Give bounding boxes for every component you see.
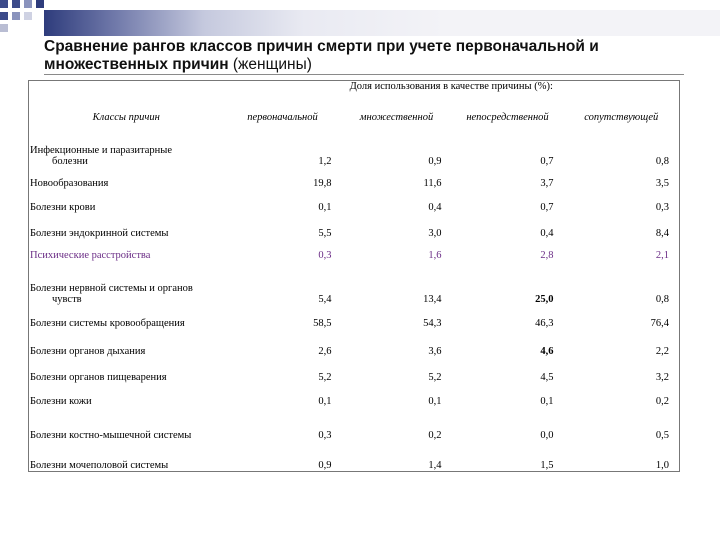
table-cell: 0,7 [540, 202, 554, 213]
table-cell: 3,6 [428, 346, 442, 357]
table-cell: 0,1 [318, 202, 332, 213]
slide-title [44, 38, 684, 74]
row-label: Болезни системы кровообращения [30, 318, 185, 329]
table-cell: 3,0 [428, 228, 442, 239]
table-cell: 5,4 [318, 294, 332, 305]
table-cell: 0,2 [655, 396, 670, 407]
table-cell: 2,2 [655, 346, 670, 357]
decor-square [0, 0, 8, 8]
table-cell: 8,4 [655, 228, 670, 239]
data-table [28, 80, 680, 472]
table-row [29, 357, 680, 383]
table-row [29, 305, 680, 329]
table-row [29, 239, 680, 261]
table-cell: 0,9 [318, 459, 332, 471]
table-cell: 3,2 [655, 372, 670, 383]
column-header: непосредственной [466, 111, 549, 123]
decor-square [0, 12, 8, 20]
table-cell: 5,5 [318, 228, 332, 239]
table-cell: 1,5 [540, 459, 554, 471]
title-underline [44, 74, 684, 75]
header-decoration [0, 0, 720, 36]
decor-square [0, 24, 8, 32]
table-cell: 2,6 [318, 346, 332, 357]
row-header: Классы причин [92, 111, 160, 123]
table-cell: 0,4 [540, 228, 554, 239]
column-header: первоначальной [247, 111, 318, 123]
title-suffix: (женщины) [228, 56, 312, 73]
table-cell: 1,0 [655, 459, 670, 471]
table-cell: 0,1 [318, 396, 332, 407]
decor-square [24, 12, 32, 20]
row-label: Болезни кожи [30, 396, 92, 407]
table-header-row [29, 103, 680, 131]
row-label: Болезни органов дыхания [30, 346, 146, 357]
table-cell: 0,3 [318, 430, 332, 441]
decor-square [12, 0, 20, 8]
table-cell: 54,3 [423, 318, 442, 329]
decor-square [24, 0, 32, 8]
table-cell: 0,5 [655, 430, 670, 441]
table-cell: 0,8 [655, 294, 670, 305]
table-row [29, 213, 680, 239]
table-cell: 3,7 [540, 178, 554, 189]
table-cell: 25,0 [535, 294, 554, 305]
row-label: Психические расстройства [30, 250, 151, 261]
table-row [29, 189, 680, 213]
row-label: Болезни мочеполовой системы [30, 459, 169, 471]
table-row [29, 383, 680, 407]
row-label-line: Болезни нервной системы и органов [30, 283, 193, 294]
table-cell: 2,1 [655, 250, 670, 261]
table-cell: 0,8 [655, 156, 670, 167]
row-label: Болезни органов пищеварения [30, 372, 167, 383]
group-header: Доля использования в качестве причины (%): [349, 81, 553, 92]
table-cell: 0,1 [428, 396, 442, 407]
table-row [29, 329, 680, 357]
table-row [29, 131, 680, 167]
table-cell: 1,2 [318, 156, 332, 167]
row-label-line: Инфекционные и паразитарные [30, 145, 172, 156]
row-label: Болезни костно-мышечной системы [30, 430, 192, 441]
table-row [29, 167, 680, 189]
decor-square [36, 0, 44, 8]
table-cell: 13,4 [423, 294, 442, 305]
row-label: Болезни крови [30, 202, 96, 213]
table-cell: 46,3 [535, 318, 554, 329]
row-label: Новообразования [30, 178, 109, 189]
title-bold: Сравнение рангов классов причин смерти при учете первоначальной и множественных причин [44, 38, 599, 73]
table-cell: 0,3 [655, 202, 670, 213]
table-cell: 0,9 [428, 156, 442, 167]
table-cell: 0,7 [540, 156, 554, 167]
table-cell: 0,0 [540, 430, 554, 441]
decor-square [12, 12, 20, 20]
row-label [29, 131, 224, 167]
column-header: множественной [359, 111, 434, 123]
table-cell: 4,6 [540, 346, 554, 357]
title-bar [44, 10, 720, 36]
row-label-line: болезни [52, 156, 88, 167]
table-cell: 0,3 [318, 250, 332, 261]
table-row [29, 441, 680, 471]
table-cell: 1,4 [428, 459, 442, 471]
table-row [29, 407, 680, 441]
table-cell: 5,2 [428, 372, 442, 383]
table-cell: 0,1 [540, 396, 554, 407]
table-cell: 19,8 [313, 178, 332, 189]
table-cell: 1,6 [428, 250, 442, 261]
row-label-line: чувств [52, 294, 82, 305]
table-cell: 76,4 [650, 318, 670, 329]
row-label: Болезни эндокринной системы [30, 228, 169, 239]
table-cell: 2,8 [540, 250, 554, 261]
table-row [29, 261, 680, 305]
table-cell: 0,4 [428, 202, 442, 213]
table-cell: 58,5 [313, 318, 332, 329]
column-header: сопутствующей [584, 111, 659, 123]
table-cell: 5,2 [318, 372, 332, 383]
table-cell: 0,2 [428, 430, 442, 441]
table-cell: 3,5 [655, 178, 670, 189]
row-label [29, 261, 224, 305]
table-header-group-row [29, 81, 680, 104]
table-cell: 11,6 [423, 178, 442, 189]
table-cell: 4,5 [540, 372, 554, 383]
